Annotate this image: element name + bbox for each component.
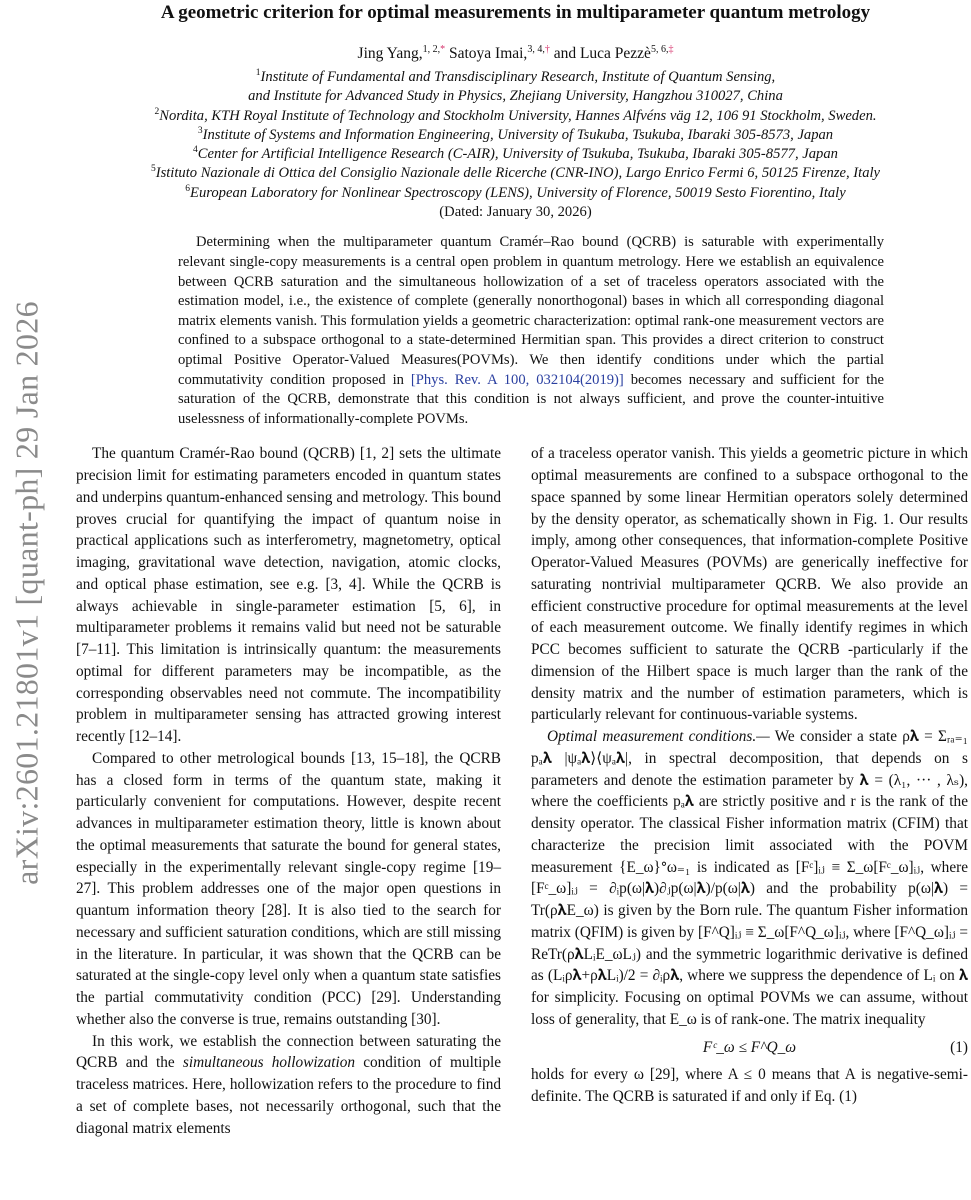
- date-line: (Dated: January 30, 2026): [439, 204, 592, 221]
- footnote-mark[interactable]: ‡: [668, 43, 674, 55]
- affil-num: 1: [255, 68, 261, 79]
- affiliation: [60, 184, 971, 203]
- equation: Fᶜ_ω ≤ F^Q_ω: [702, 1038, 797, 1056]
- affiliation: [60, 107, 971, 126]
- reference-link[interactable]: [Phys. Rev. A 100, 032104(2019)]: [410, 371, 624, 388]
- paragraph: of a traceless operator vanish. This yields a geometric picture in which optimal measurements are confined to a subspace orthogonal to the space spanned by some linear Hermitian operators solely determined by the density operator, as schematically shown in Fig. 1. Our results imply, among other consequences, that information-complete Positive Operator-Valued Measures (POVMs) are generically ineffective for saturating nontrivial multiparameter QCRB. We also provide an efficient constructive procedure for optimal measurements at the level of each measurement outcome. We finally identify regimes in which PCC becomes sufficient to saturate the QCRB -particularly if the dimension of the Hilbert space is much larger than the rank of the density matrix and the number of estimation parameters, which is particularly relevant for continuous-variable systems.: [531, 445, 968, 724]
- abstract-text: becomes necessary and sufficient for the saturation of the QCRB, demonstrate that this condition is not always sufficient, and prove the counter-intuitive uselessness of informationally-complete POVMs.: [178, 371, 884, 427]
- affiliation: [60, 126, 971, 145]
- affiliation: [60, 164, 971, 183]
- text: condition of multiple traceless matrices. Here, hollowization refers to the procedure to find a set of complete bases, not necessarily orthogonal, such that the diagonal matrix elements: [76, 1054, 502, 1137]
- author-name: Satoya Imai,: [448, 45, 528, 62]
- affil-text: Istituto Nazionale di Ottica del Consiglio Nazionale delle Ricerche (CNR-INO), Largo Enrico Fermi 6, 50125 Firenze, Italy: [155, 165, 881, 182]
- abstract: [178, 233, 884, 429]
- affiliation: [60, 145, 971, 164]
- affil-num: 6: [185, 183, 191, 194]
- author-affil: 3, 4,: [527, 43, 545, 55]
- author-list: [60, 44, 971, 64]
- affil-text: Institute of Systems and Information Engineering, University of Tsukuba, Tsukuba, Ibaraki 305-8573, Japan: [202, 126, 834, 143]
- equation-number: (1): [950, 1038, 968, 1056]
- text: In this work, we establish the connection between saturating the QCRB and the: [76, 1032, 501, 1072]
- author-name: Jing Yang,: [357, 45, 423, 62]
- affil-num: 4: [193, 145, 198, 156]
- affil-num: 3: [197, 126, 203, 137]
- paragraph: [531, 726, 968, 1031]
- author-affil: 1, 2,: [422, 43, 441, 55]
- paragraph: holds for every ω [29], where A ≤ 0 means that A is negative-semi-definite. The QCRB is saturated if and only if Eq. (1): [531, 1066, 968, 1106]
- arxiv-sidebar-stamp: [4, 248, 50, 938]
- affil-text: and Institute for Advanced Study in Physics, Zhejiang University, Hangzhou 310027, China: [248, 88, 783, 105]
- affil-text: Center for Artificial Intelligence Research (C-AIR), University of Tsukuba, Tsukuba, Ibaraki 305-8577, Japan: [197, 146, 838, 163]
- affiliation: [60, 87, 971, 106]
- affiliation: [60, 68, 971, 87]
- affil-num: 5: [150, 164, 156, 175]
- equation-1: [531, 1037, 968, 1059]
- section-heading: Optimal measurement conditions.—: [547, 728, 770, 746]
- left-column: [76, 443, 501, 1139]
- paragraph: Compared to other metrological bounds [13, 15–18], the QCRB has a closed form in terms of the quantum state, making it particularly convenient for computations. However, despite recent advances in multiparameter estimation theory, little is known about the optimal measurements that saturate the bound for general states, especially in the experimentally relevant single-copy regime [19–27]. This problem addresses one of the major open questions in quantum information theory [28]. It is also tied to the search for necessary and sufficient saturation conditions, which are still missing in the literature. In particular, it was shown that the QCRB can be saturated at the single-copy level only when a quantum state satisfies the partial commutativity condition (PCC) [29]. Understanding whether also the converse is true, remains outstanding [30].: [76, 749, 501, 1028]
- paragraph: [76, 1031, 501, 1140]
- abstract-text: Determining when the multiparameter quantum Cramér–Rao bound (QCRB) is saturable with experimentally relevant single-copy measurements is a central open problem in quantum metrology. Here we establish an equivalence between QCRB saturation and the simultaneous hollowization of a set of traceless operators associated with the estimation model, i.e., the existence of complete (generally nonorthogonal) bases in which all corresponding diagonal matrix elements vanish. This formulation yields a geometric characterization: optimal rank-one measurement vectors are confined to a subspace orthogonal to a state-determined Hermitian span. This provides a direct criterion to construct optimal Positive Operator-Valued Measures(POVMs). We then identify conditions under which the partial commutativity condition proposed in: [178, 234, 884, 388]
- footnote-mark[interactable]: †: [544, 43, 550, 55]
- paper-title: A geometric criterion for optimal measurements in multiparameter quantum metrology: [160, 2, 871, 23]
- right-column: [531, 443, 968, 1108]
- author-name: and Luca Pezzè: [553, 45, 651, 62]
- author-affil: 5, 6,: [650, 43, 669, 55]
- footnote-mark[interactable]: *: [440, 43, 446, 55]
- affiliations: [60, 68, 971, 222]
- emphasis: simultaneous hollowization: [182, 1054, 356, 1072]
- text: We consider a state ρ𝛌 = Σᵣₐ₌₁ pₐ𝛌 |ψₐ𝛌⟩⟨ψₐ𝛌|, in spectral decomposition, that depends on s parameters and denote the estimation parameter by 𝛌 = (λ₁, ··· , λₛ), where the coefficients pₐ𝛌 are strictly positive and r is the rank of the density operator. The classical Fisher information matrix (CFIM) that characterize the precision limit associated with the POVM measurement {E_ω}ᐤω₌₁ is indicated as [Fᶜ]ᵢⱼ ≡ Σ_ω[Fᶜ_ω]ᵢⱼ, where [Fᶜ_ω]ᵢⱼ = ∂ᵢp(ω|𝛌)∂ⱼp(ω|𝛌)/p(ω|𝛌) and the probability p(ω|𝛌) = Tr(ρ𝛌E_ω) is given by the Born rule. The quantum Fisher information matrix (QFIM) is given by [F^Q]ᵢⱼ ≡ Σ_ω[F^Q_ω]ᵢⱼ, where [F^Q_ω]ᵢⱼ = ReTr(ρ𝛌LᵢE_ωLⱼ) and the symmetric logarithmic derivative is defined as (Lᵢρ𝛌+ρ𝛌Lᵢ)/2 = ∂ᵢρ𝛌, where we suppress the dependence of Lᵢ on 𝛌 for simplicity. Focusing on optimal POVMs we can assume, without loss of generality, that E_ω is of rank-one. The matrix inequality: [531, 728, 968, 1028]
- paragraph: The quantum Cramér-Rao bound (QCRB) [1, 2] sets the ultimate precision limit for estimating parameters encoded in quantum states and underpins quantum-enhanced sensing and metrology. This bound proves crucial for quantifying the impact of quantum noise in practical applications such as interferometry, magnetometry, optical imaging, gravitational wave detection, navigation, atomic clocks, and optical phase estimation, see e.g. [3, 4]. While the QCRB is always achievable in single-parameter estimation [5, 6], in multiparameter problems it remains valid but need not be saturable [7–11]. This limitation is intrinsically quantum: the measurements optimal for different parameters may be incompatible, as the corresponding observables need not commute. The incompatibility problem in multiparameter sensing has attracted growing interest recently [12–14].: [76, 445, 501, 746]
- affil-text: European Laboratory for Nonlinear Spectroscopy (LENS), University of Florence, 50019 Sesto Fiorentino, Italy: [190, 184, 846, 201]
- arxiv-id: arXiv:2601.21801v1 [quant-ph] 29 Jan 2026: [8, 301, 45, 885]
- affil-num: 2: [154, 106, 160, 117]
- affil-text: Institute of Fundamental and Transdisciplinary Research, Institute of Quantum Sensing,: [260, 69, 776, 85]
- body-columns: [60, 443, 971, 1139]
- affil-text: Nordita, KTH Royal Institute of Technology and Stockholm University, Hannes Alfvéns väg 12, 106 91 Stockholm, Sweden.: [159, 107, 877, 124]
